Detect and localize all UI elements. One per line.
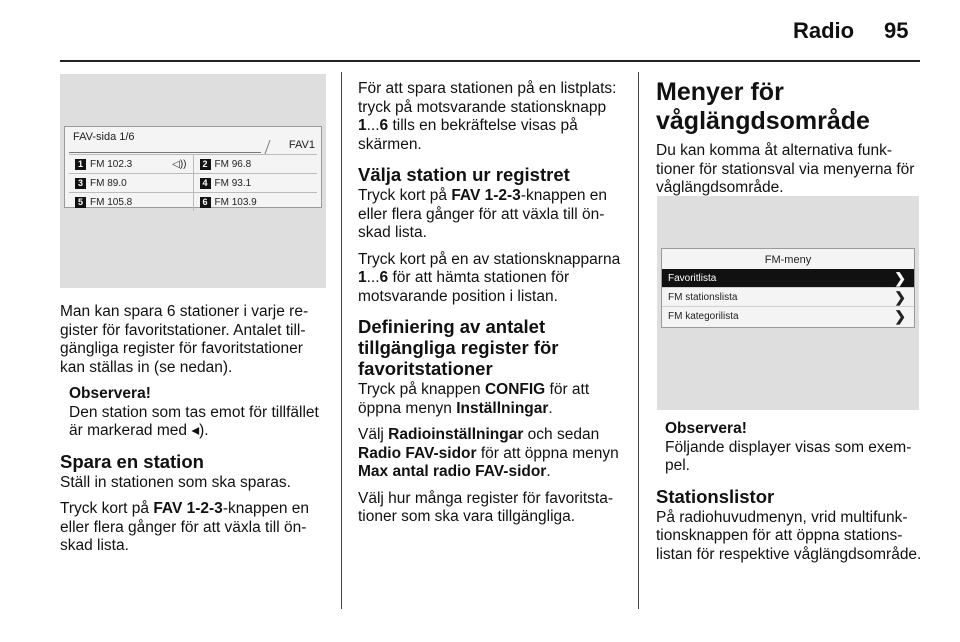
station-slot-4	[193, 174, 318, 192]
station-slot-5	[69, 193, 193, 211]
slot-number: 5	[75, 197, 86, 208]
chevron-right-icon: ❯	[894, 307, 906, 324]
menu-item-fm-stationslista: FM stationslista ❯	[662, 287, 914, 306]
menu-item-favoritlista: Favoritlista ❯	[662, 269, 914, 287]
define-step-3: Välj hur många register för favoritstationer som ska vara tillgängliga.	[358, 489, 614, 525]
menus-paragraph: Du kan komma åt alternativa funktioner för stationsval via menyerna för våglängdsområde.	[656, 142, 915, 196]
tab-underline	[69, 152, 261, 153]
column-divider-1	[341, 72, 342, 609]
station-lists-paragraph: På radiohuvudmenyn, vrid multifunktionsknappen för att öppna stationslistan för respektive våglängdsområde.	[656, 508, 922, 563]
chevron-right-icon: ❯	[894, 269, 906, 286]
select-step-2: Tryck kort på en av stationsknapparna 1...6 för att hämta stationen för motsvarande position i listan.	[358, 250, 621, 305]
menu-item-fm-kategorilista: FM kategorilista ❯	[662, 306, 914, 325]
save-step-1: Ställ in stationen som ska sparas.	[60, 473, 291, 491]
section-heading-select: Välja station ur registret	[358, 164, 570, 185]
header-rule	[60, 60, 920, 62]
speaker-icon: ◂)	[191, 422, 205, 439]
grid-row	[69, 192, 317, 211]
section-heading-station-lists: Stationslistor	[656, 485, 775, 507]
define-step-1: Tryck på knappen CONFIG för att öppna menyn Inställningar.	[358, 381, 590, 417]
column-divider-2	[638, 72, 639, 609]
fm-menu-title: FM-meny	[764, 254, 812, 266]
chevron-right-icon: ❯	[894, 288, 906, 305]
slot-number: 3	[75, 178, 86, 189]
station-slot-6	[193, 193, 318, 211]
section-heading-menus: Menyer för våglängdsområde	[656, 78, 870, 135]
station-label: FM 93.1	[214, 177, 252, 189]
grid-row	[69, 173, 317, 192]
grid-row	[69, 154, 317, 173]
fav-page-figure	[60, 74, 326, 288]
save-step-2: Tryck kort på FAV 1-2-3-knappen en eller flera gånger för att växla till önskad lista.	[60, 500, 309, 554]
slot-number: 6	[200, 197, 211, 208]
note-block: Observera! Den station som tas emot för tillfället är markerad med ◂).	[60, 385, 328, 441]
section-heading-define: Definiering av antalet tillgängliga register för favoritstationer	[358, 316, 559, 379]
station-label: FM 103.9	[214, 196, 257, 208]
station-slot-3	[69, 174, 193, 192]
page-number: 95	[884, 18, 909, 43]
speaker-icon: ◁))	[172, 158, 187, 170]
slot-number: 2	[200, 159, 211, 170]
note-text: Följande displayer visas som exempel.	[665, 438, 912, 474]
station-label: FM 105.8	[90, 196, 133, 208]
intro-paragraph: Man kan spara 6 stationer i varje register för favoritstationer. Antalet tillgängliga register för favoritstationer kan ställas in (se nedan).	[60, 303, 309, 376]
station-grid	[69, 154, 317, 211]
note-text: Den station som tas emot för tillfället är markerad med	[69, 403, 319, 439]
save-step-3: För att spara stationen på en listplats: tryck på motsvarande stationsknapp 1...6 tills en bekräftelse visas på skärmen.	[358, 80, 617, 153]
note-block	[656, 420, 924, 476]
slot-number: 4	[200, 178, 211, 189]
station-slot-2	[193, 155, 318, 173]
note-heading: Observera!	[69, 385, 151, 402]
page-header-title: Radio	[793, 18, 855, 43]
station-slot-1	[69, 155, 193, 173]
column-3-text-bottom	[656, 420, 924, 572]
station-label: FM 102.3	[90, 158, 133, 170]
fav-tab-label: FAV1	[288, 139, 315, 151]
column-3-text-top	[656, 78, 924, 206]
fm-menu-screen	[661, 248, 915, 328]
select-step-1: Tryck kort på FAV 1-2-3-knappen en eller flera gånger för att växla till önskad lista.	[358, 187, 607, 241]
note-heading: Observera!	[665, 420, 747, 437]
fm-menu-figure	[657, 196, 919, 410]
station-label: FM 89.0	[90, 177, 127, 189]
tab-divider	[264, 140, 270, 154]
fav-screen-title: FAV-sida 1/6	[73, 131, 135, 143]
slot-number: 1	[75, 159, 86, 170]
column-2-text	[358, 80, 626, 535]
column-1-text	[60, 303, 328, 564]
fav-screen	[64, 126, 322, 208]
station-label: FM 96.8	[214, 158, 252, 170]
define-step-2: Välj Radioinställningar och sedan Radio FAV-sidor för att öppna menyn Max antal radio FAV-sidor.	[358, 426, 619, 480]
section-heading-save: Spara en station	[60, 450, 204, 472]
